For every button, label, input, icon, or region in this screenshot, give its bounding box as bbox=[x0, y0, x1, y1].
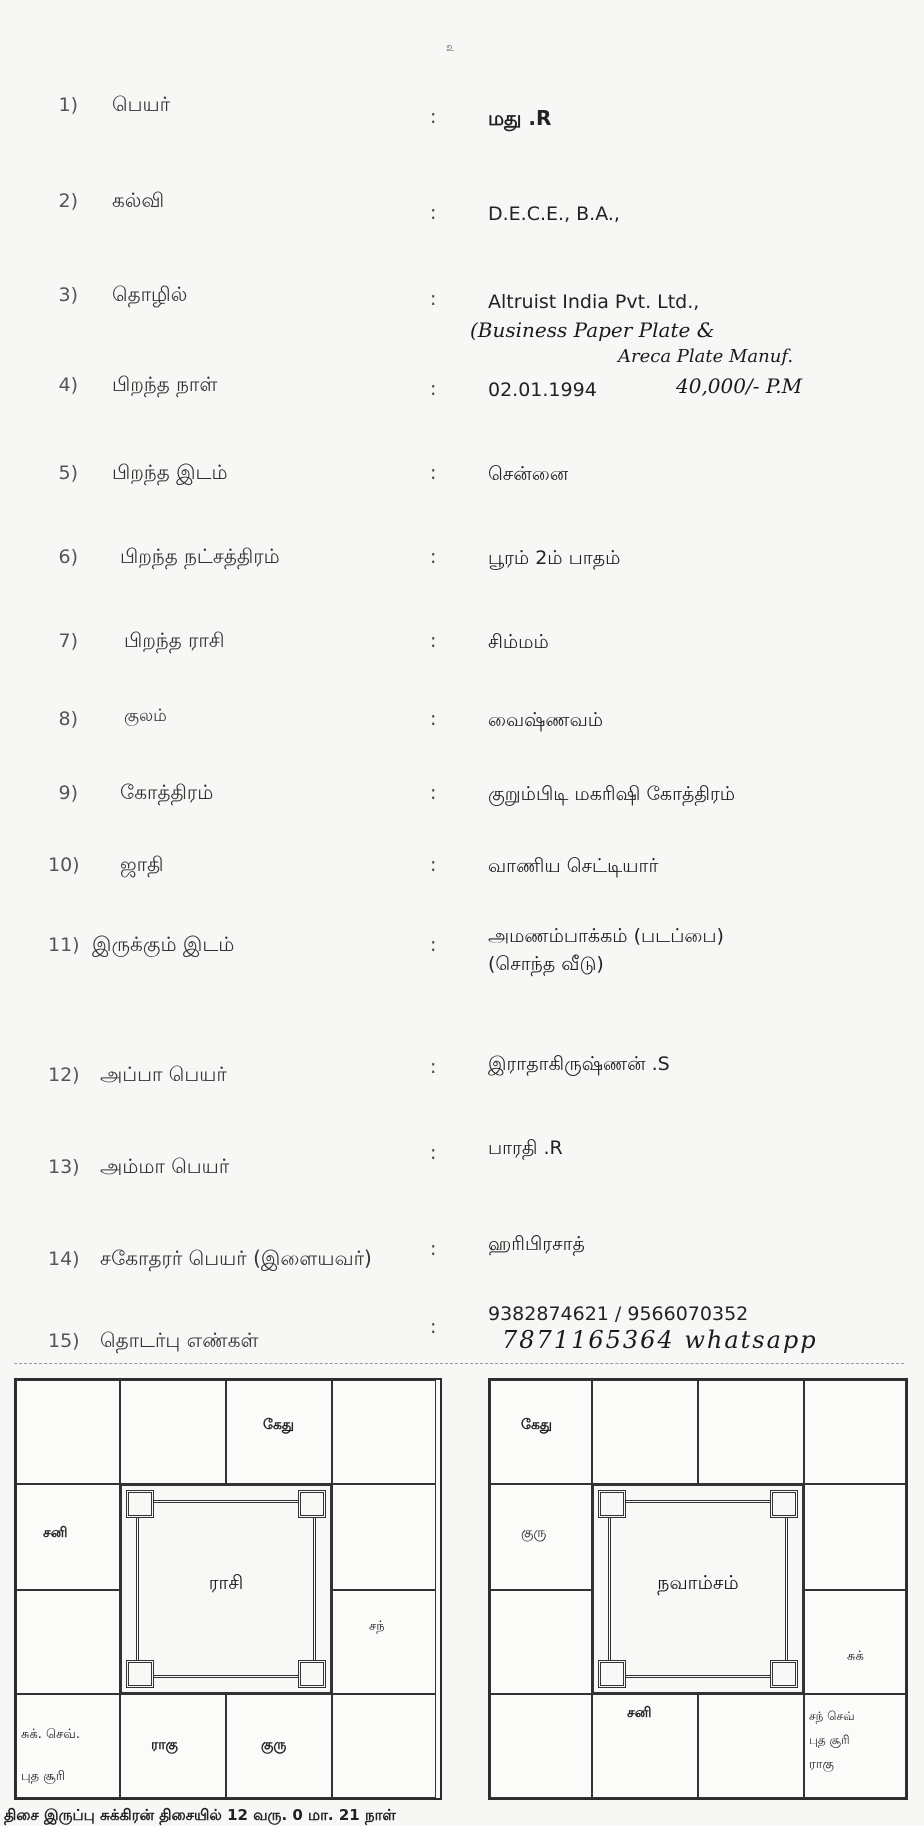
row-value-line2: (சொந்த வீடு) bbox=[488, 953, 604, 975]
row-value: 02.01.1994 bbox=[488, 379, 597, 401]
ornament-corner bbox=[770, 1490, 798, 1518]
row-label: அப்பா பெயர் bbox=[100, 1062, 227, 1086]
row-colon: : bbox=[430, 546, 437, 568]
row-value: Altruist India Pvt. Ltd., bbox=[488, 291, 700, 313]
row-number: 8) bbox=[58, 708, 78, 730]
row-number: 2) bbox=[58, 190, 78, 212]
row-kulam bbox=[0, 700, 924, 740]
row-colon: : bbox=[430, 708, 437, 730]
row-colon: : bbox=[430, 202, 437, 224]
rasi-cell bbox=[332, 1380, 436, 1484]
navamsa-cell bbox=[592, 1380, 698, 1484]
row-label: பெயர் bbox=[112, 92, 171, 116]
row-number: 11) bbox=[48, 934, 80, 956]
row-label: ஜாதி bbox=[120, 852, 164, 876]
navamsa-cell bbox=[698, 1380, 804, 1484]
row-number: 7) bbox=[58, 630, 78, 652]
rasi-cell bbox=[332, 1484, 436, 1590]
row-sibling bbox=[0, 1233, 924, 1280]
row-label: பிறந்த ராசி bbox=[124, 628, 225, 652]
ornament-corner bbox=[598, 1490, 626, 1518]
row-rasi bbox=[0, 622, 924, 662]
navamsa-chart bbox=[488, 1378, 908, 1800]
planet-label: குரு bbox=[521, 1525, 547, 1541]
navamsa-cell-sani bbox=[592, 1694, 698, 1798]
row-colon: : bbox=[430, 630, 437, 652]
planet-label: சந் செவ் bbox=[809, 1709, 855, 1723]
rasi-chart-title: ராசி bbox=[208, 1572, 244, 1594]
planet-label: புத சூரி bbox=[809, 1733, 850, 1747]
rasi-cell-kethu bbox=[226, 1380, 332, 1484]
row-label: கோத்திரம் bbox=[120, 780, 214, 804]
rasi-cell bbox=[120, 1380, 226, 1484]
row-father bbox=[0, 1053, 924, 1096]
navamsa-cell-kethu bbox=[490, 1380, 592, 1484]
row-value: D.E.C.E., B.A., bbox=[488, 203, 620, 225]
row-colon: : bbox=[430, 1316, 437, 1338]
row-residence bbox=[0, 926, 924, 996]
rasi-cell-sani bbox=[16, 1484, 120, 1590]
row-label: இருக்கும் இடம் bbox=[92, 932, 235, 956]
row-colon: : bbox=[430, 462, 437, 484]
row-label: சகோதரர் பெயர் (இளையவர்) bbox=[100, 1246, 372, 1270]
row-number: 15) bbox=[48, 1330, 80, 1352]
row-value: 9382874621 / 9566070352 bbox=[488, 1303, 749, 1325]
row-colon: : bbox=[430, 1238, 437, 1260]
rasi-cell-guru bbox=[226, 1694, 332, 1798]
row-education bbox=[0, 182, 924, 225]
row-number: 14) bbox=[48, 1248, 80, 1270]
row-value: பாரதி .R bbox=[488, 1137, 563, 1159]
row-number: 5) bbox=[58, 462, 78, 484]
row-label: தொழில் bbox=[112, 282, 188, 306]
row-colon: : bbox=[430, 106, 437, 128]
row-colon: : bbox=[430, 378, 437, 400]
row-name bbox=[0, 86, 924, 130]
planet-label: கேது bbox=[263, 1417, 295, 1433]
ornament-corner bbox=[126, 1490, 154, 1518]
handwritten-business-line1: (Business Paper Plate & bbox=[470, 318, 715, 342]
row-label: குலம் bbox=[124, 706, 167, 726]
row-colon: : bbox=[430, 782, 437, 804]
row-value: குறும்பிடி மகரிஷி கோத்திரம் bbox=[488, 783, 736, 805]
handwritten-business-line2: Areca Plate Manuf. bbox=[618, 346, 794, 367]
planet-label: சனி bbox=[627, 1705, 652, 1721]
rasi-chart bbox=[14, 1378, 442, 1800]
row-label: தொடர்பு எண்கள் bbox=[100, 1328, 259, 1352]
navamsa-cell bbox=[698, 1694, 804, 1798]
section-divider bbox=[14, 1363, 904, 1364]
planet-label: சந் bbox=[369, 1619, 385, 1634]
handwritten-phone: 7871165364 whatsapp bbox=[502, 1326, 818, 1354]
row-label: பிறந்த இடம் bbox=[112, 460, 228, 484]
row-value: வைஷ்ணவம் bbox=[488, 709, 604, 731]
navamsa-cell bbox=[804, 1484, 906, 1590]
dasa-balance-footer: திசை இருப்பு சுக்கிரன் திசையில் 12 வரு. 0 மா. 21 நாள் bbox=[4, 1806, 396, 1824]
row-colon: : bbox=[430, 934, 437, 956]
row-number: 13) bbox=[48, 1156, 80, 1178]
handwritten-salary: 40,000/- P.M bbox=[676, 374, 803, 398]
rasi-cell-suk-sev-budha-surya bbox=[16, 1694, 120, 1798]
row-label: பிறந்த நட்சத்திரம் bbox=[120, 544, 280, 568]
rasi-cell bbox=[16, 1380, 120, 1484]
row-number: 3) bbox=[58, 284, 78, 306]
row-label: பிறந்த நாள் bbox=[112, 372, 218, 396]
row-number: 12) bbox=[48, 1064, 80, 1086]
row-gothram bbox=[0, 774, 924, 814]
row-number: 1) bbox=[58, 94, 78, 116]
row-birthplace bbox=[0, 454, 924, 494]
ornament-corner bbox=[598, 1660, 626, 1688]
navamsa-cell bbox=[490, 1590, 592, 1694]
planet-label: கேது bbox=[521, 1417, 553, 1433]
rasi-center-box bbox=[120, 1484, 332, 1694]
row-value: ஹரிபிரசாத் bbox=[488, 1233, 585, 1255]
row-star bbox=[0, 538, 924, 578]
row-number: 4) bbox=[58, 374, 78, 396]
row-number: 10) bbox=[48, 854, 80, 876]
row-label: கல்வி bbox=[112, 188, 165, 212]
navamsa-cell-guru bbox=[490, 1484, 592, 1590]
rasi-cell-chandran bbox=[332, 1590, 436, 1694]
row-label: அம்மா பெயர் bbox=[100, 1154, 230, 1178]
navamsa-center-box bbox=[592, 1484, 804, 1694]
rasi-cell-raagu bbox=[120, 1694, 226, 1798]
row-colon: : bbox=[430, 1142, 437, 1164]
row-value: இராதாகிருஷ்ணன் .S bbox=[488, 1053, 670, 1075]
ornament-corner bbox=[298, 1490, 326, 1518]
row-mother bbox=[0, 1137, 924, 1188]
row-colon: : bbox=[430, 854, 437, 876]
ornament-corner bbox=[126, 1660, 154, 1688]
navamsa-cell bbox=[804, 1380, 906, 1484]
planet-label: ராகு bbox=[809, 1757, 834, 1772]
navamsa-chart-title: நவாம்சம் bbox=[657, 1572, 739, 1594]
planet-label: சுக். செவ். bbox=[21, 1727, 80, 1742]
planet-label: ராகு bbox=[151, 1737, 178, 1753]
planet-label: சுக் bbox=[847, 1649, 864, 1664]
row-number: 9) bbox=[58, 782, 78, 804]
navamsa-cell-multi bbox=[804, 1694, 906, 1798]
ornament-corner bbox=[770, 1660, 798, 1688]
top-mark: ௨ bbox=[446, 40, 455, 54]
row-value: மது .R bbox=[488, 106, 552, 130]
row-occupation bbox=[0, 276, 924, 316]
row-value: சிம்மம் bbox=[488, 631, 549, 653]
row-value: அமணம்பாக்கம் (படப்பை) bbox=[488, 925, 724, 947]
row-number: 6) bbox=[58, 546, 78, 568]
rasi-cell bbox=[332, 1694, 436, 1798]
navamsa-cell bbox=[490, 1694, 592, 1798]
ornament-corner bbox=[298, 1660, 326, 1688]
row-caste bbox=[0, 846, 924, 886]
planet-label: புத சூரி bbox=[21, 1769, 66, 1784]
row-colon: : bbox=[430, 1056, 437, 1078]
rasi-cell bbox=[16, 1590, 120, 1694]
row-colon: : bbox=[430, 288, 437, 310]
row-value: சென்னை bbox=[488, 463, 569, 485]
planet-label: சனி bbox=[43, 1525, 68, 1541]
navamsa-cell-suk bbox=[804, 1590, 906, 1694]
row-value: பூரம் 2ம் பாதம் bbox=[488, 547, 621, 569]
row-value: வாணிய செட்டியார் bbox=[488, 855, 659, 877]
planet-label: குரு bbox=[261, 1737, 287, 1753]
